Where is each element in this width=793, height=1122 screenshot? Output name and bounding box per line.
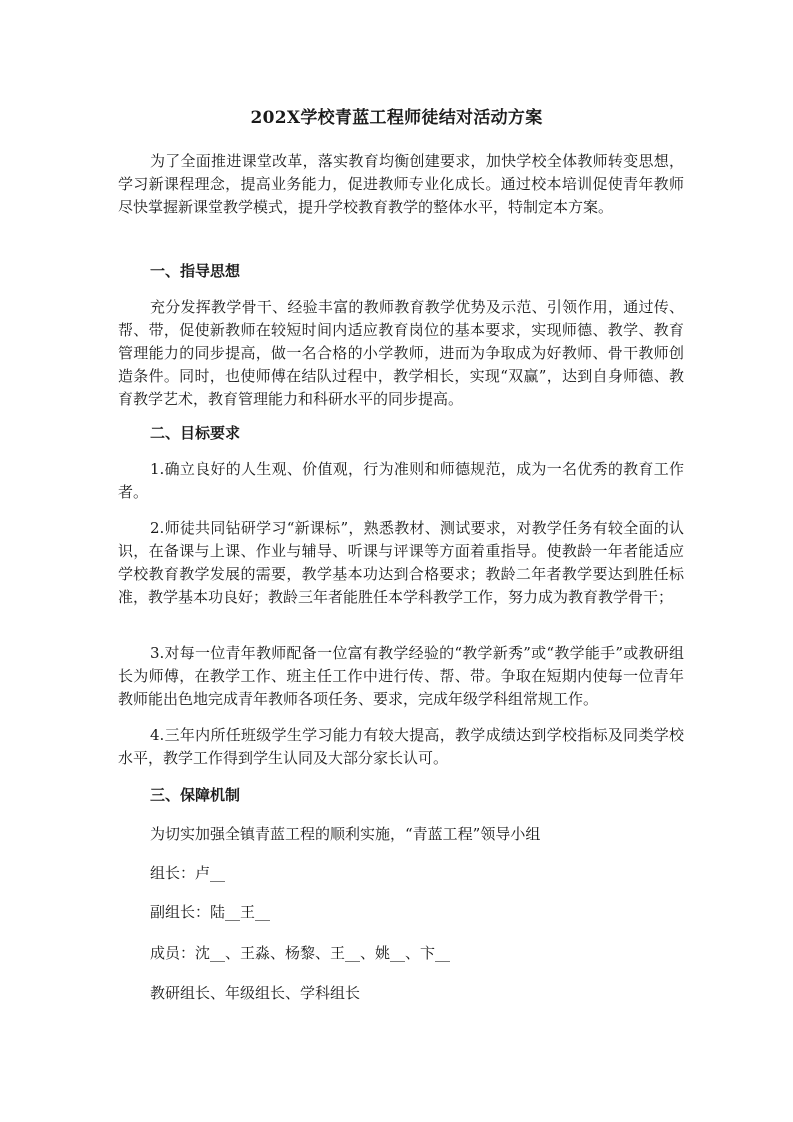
section-heading-guiding-ideology: 一、指导思想 (150, 262, 241, 280)
document-title: 202X学校青蓝工程师徒结对活动方案 (250, 108, 543, 128)
guarantee-intro: 为切实加强全镇青蓝工程的顺利实施，“青蓝工程”领导小组 (150, 825, 541, 843)
goal-item-2: 2.师徒共同钻研学习“新课标”，熟悉教材、测试要求，对教学任务有较全面的认识，在备课与上课、作业与辅导、听课与评课等方面着重指导。使教龄一年者能适应学校教育教学发展的需要，教学基本功达到合格要求；教龄二年者教学要达到胜任标准，教学基本功良好；教龄三年者能胜任本学科教学工作，努力成为教育教学骨干； (118, 519, 684, 606)
section-heading-guarantee: 三、保障机制 (150, 786, 241, 804)
group-others: 教研组长、年级组长、学科组长 (150, 984, 361, 1002)
goal-item-4: 4.三年内所任班级学生学习能力有较大提高，教学成绩达到学校指标及同类学校水平，教学工作得到学生认同及大部分家长认可。 (118, 726, 684, 767)
intro-paragraph: 为了全面推进课堂改革，落实教育均衡创建要求，加快学校全体教师转变思想，学习新课程理念，提高业务能力，促进教师专业化成长。通过校本培训促使青年教师尽快掌握新课堂教学模式，提升学校教育教学的整体水平，特制定本方案。 (118, 152, 684, 216)
group-deputy-leader: 副组长：陆__王__ (150, 903, 271, 921)
group-leader: 组长：卢__ (150, 864, 226, 882)
section-heading-goals: 二、目标要求 (150, 424, 241, 442)
goal-item-1: 1.确立良好的人生观、价值观，行为准则和师德规范，成为一名优秀的教育工作者。 (118, 460, 684, 501)
section-body-guiding-ideology: 充分发挥教学骨干、经验丰富的教师教育教学优势及示范、引领作用，通过传、帮、带，促使新教师在较短时间内适应教育岗位的基本要求，实现师德、教学、教育管理能力的同步提高，做一名合格的小学教师，进而为争取成为好教师、骨干教师创造条件。同时，也使师傅在结队过程中，教学相长，实现“双赢”，达到自身师德、教育教学艺术，教育管理能力和科研水平的同步提高。 (118, 298, 684, 408)
group-members: 成员：沈__、王淼、杨黎、王__、姚__、卞__ (150, 944, 451, 962)
goal-item-3: 3.对每一位青年教师配备一位富有教学经验的“教学新秀”或“教学能手”或教研组长为师傅，在教学工作、班主任工作中进行传、帮、带。争取在短期内使每一位青年教师能出色地完成青年教师各项任务、要求，完成年级学科组常规工作。 (118, 644, 684, 708)
